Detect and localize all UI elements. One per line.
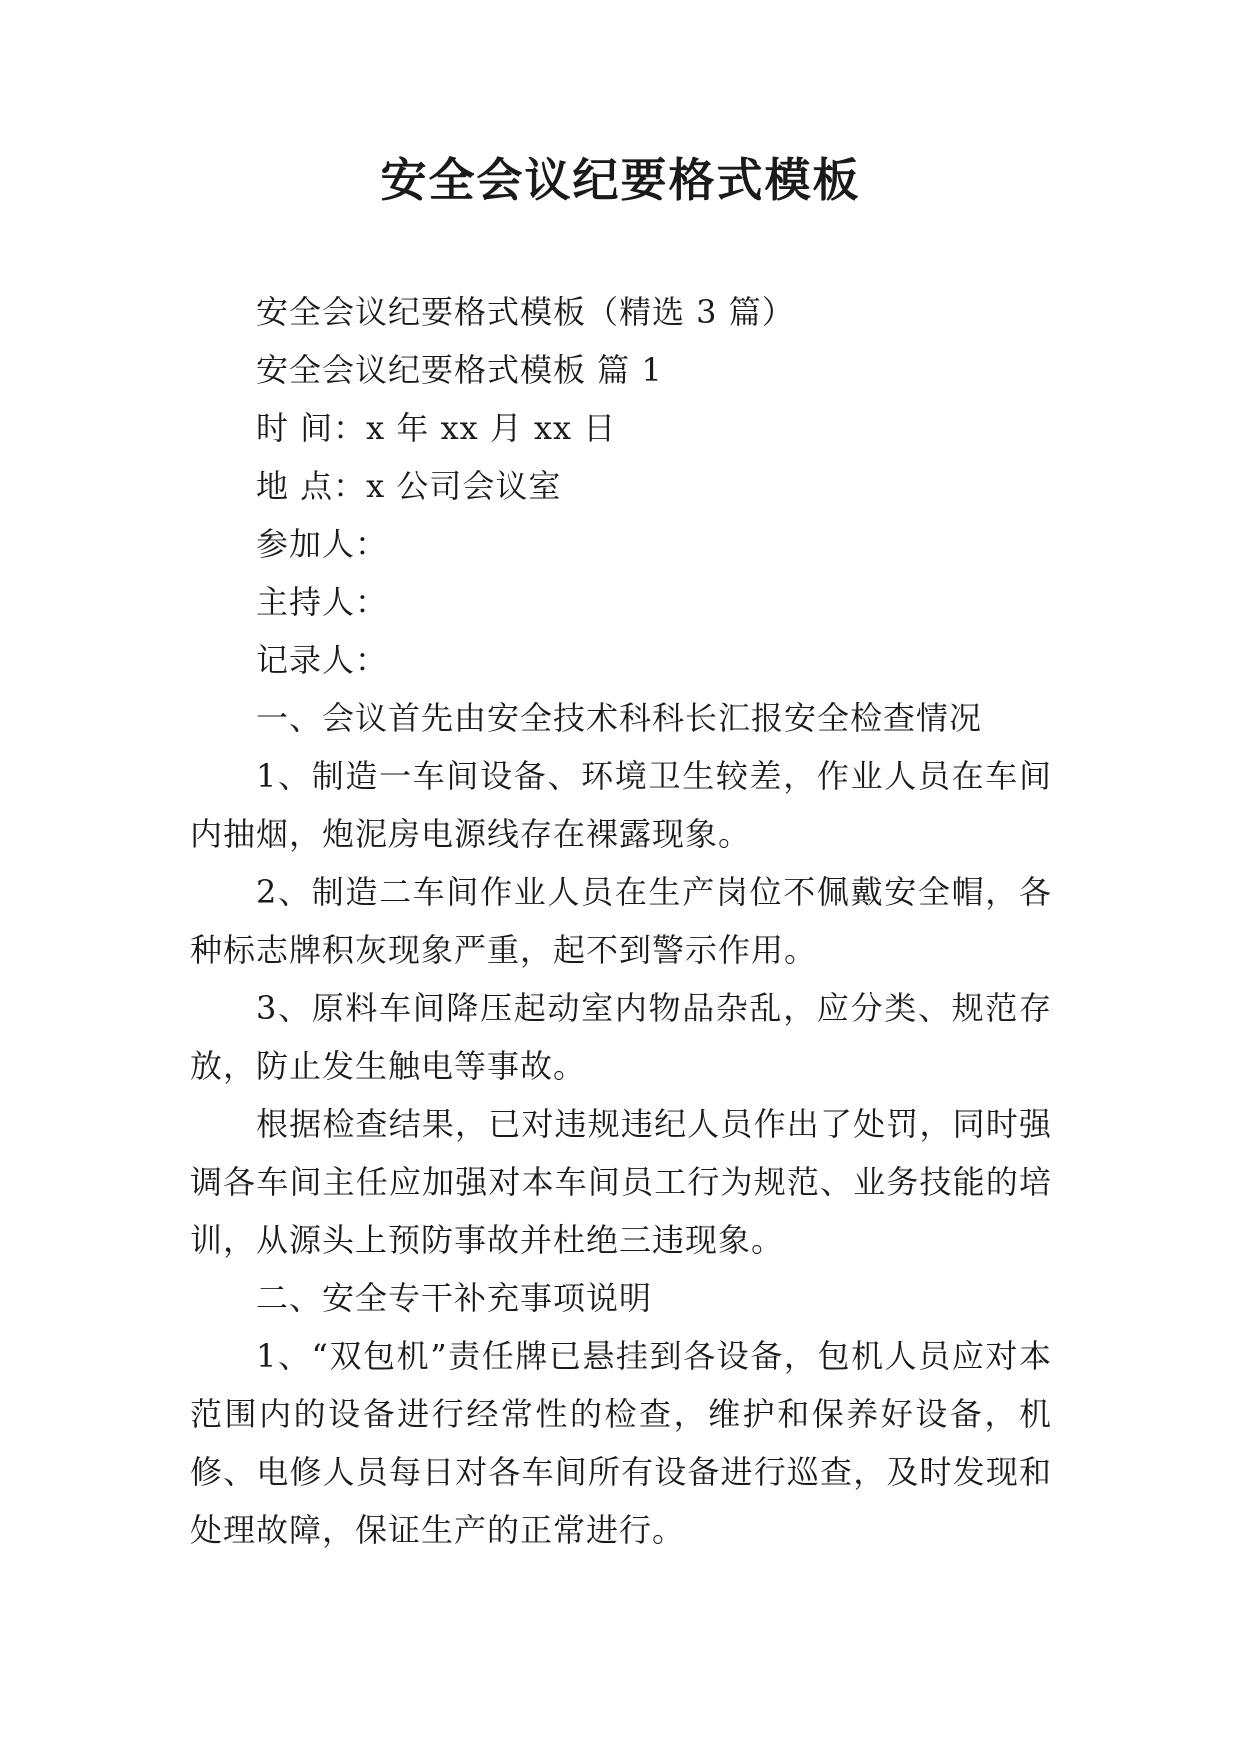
document-title: 安全会议纪要格式模板 bbox=[380, 153, 861, 207]
body-paragraph: 根据检查结果，已对违规违纪人员作出了处罚，同时强调各车间主任应加强对本车间员工行为规范、业务技能的培训，从源头上预防事故并杜绝三违现象。 bbox=[190, 1105, 1052, 1259]
body-paragraph: 1、“双包机”责任牌已悬挂到各设备，包机人员应对本范围内的设备进行经常性的检查，维护和保养好设备，机修、电修人员每日对各车间所有设备进行巡查，及时发现和处理故障，保证生产的正常进行。 bbox=[190, 1337, 1052, 1549]
section-heading-paragraph: 安全会议纪要格式模板 篇 1 bbox=[256, 351, 663, 389]
agenda-heading-2: 二、安全专干补充事项说明 bbox=[256, 1279, 653, 1317]
recorder-field: 记录人： bbox=[256, 641, 389, 679]
body-paragraph: 1、制造一车间设备、环境卫生较差，作业人员在车间内抽烟，炮泥房电源线存在裸露现象。 bbox=[190, 757, 1052, 853]
body-paragraph: 2、制造二车间作业人员在生产岗位不佩戴安全帽，各种标志牌积灰现象严重，起不到警示作用。 bbox=[190, 873, 1052, 969]
location-field: 地 点：x 公司会议室 bbox=[256, 467, 562, 505]
time-field: 时 间：x 年 xx 月 xx 日 bbox=[256, 409, 617, 447]
attendees-field: 参加人： bbox=[256, 525, 389, 563]
subtitle-paragraph: 安全会议纪要格式模板（精选 3 篇） bbox=[256, 293, 795, 331]
agenda-heading-1: 一、会议首先由安全技术科科长汇报安全检查情况 bbox=[256, 699, 983, 737]
body-paragraph: 3、原料车间降压起动室内物品杂乱，应分类、规范存放，防止发生触电等事故。 bbox=[190, 989, 1052, 1085]
host-field: 主持人： bbox=[256, 583, 389, 621]
document-body bbox=[190, 283, 1052, 1559]
